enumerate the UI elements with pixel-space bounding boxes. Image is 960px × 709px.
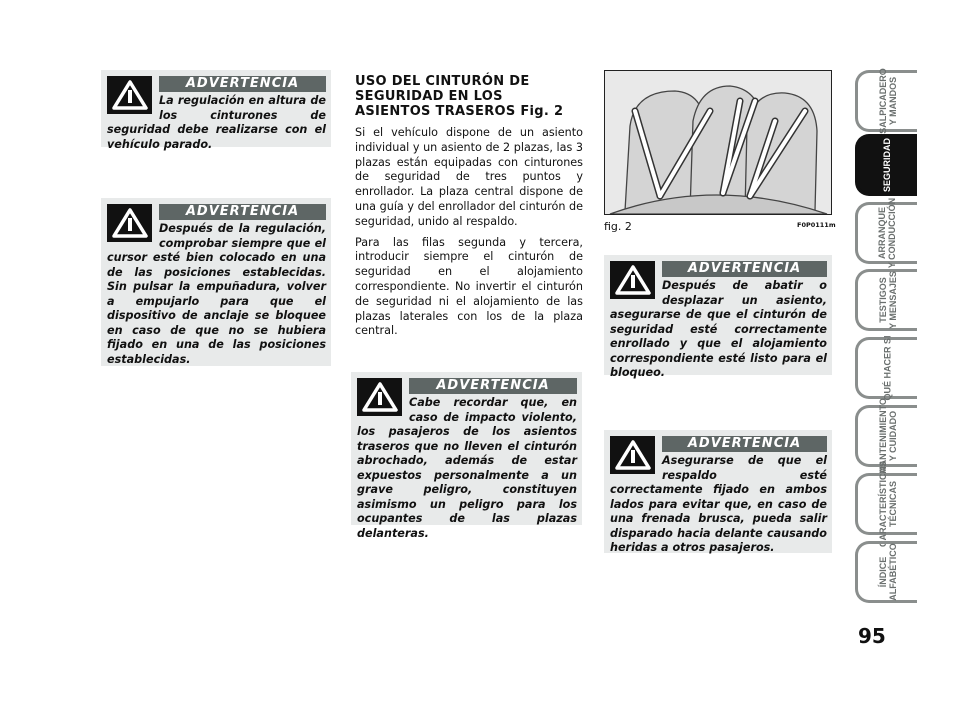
warning-text: Cabe recordar que, en caso de impacto violento, los pasajeros de los asientos traseros que no lleven el cinturón abrochado, además de estar expuestos personalmente a un grave peligro, constituyen asimismo un peligro para los ocupantes de las plazas delanteras. bbox=[357, 396, 577, 540]
figure-caption: fig. 2 bbox=[604, 220, 632, 233]
warning-box bbox=[604, 255, 832, 379]
figure-code: F0P0111m bbox=[797, 221, 836, 229]
warning-box bbox=[604, 430, 832, 553]
tab-label: MANTENIMIENTO Y CUIDADO bbox=[877, 398, 898, 474]
tab-indice[interactable] bbox=[855, 541, 917, 603]
warning-title: ADVERTENCIA bbox=[409, 378, 577, 394]
tab-que-hacer-si[interactable] bbox=[855, 337, 917, 399]
paragraph: Para las filas segunda y tercera, introducir siempre el cinturón de seguridad en el alojamiento correspondiente. No invertir el cinturón de seguridad ni el alojamiento de las plazas laterales con los de la plaza central. bbox=[355, 235, 583, 338]
warning-triangle-icon bbox=[610, 261, 655, 299]
section-heading: USO DEL CINTURÓN DE SEGURIDAD EN LOS ASIENTOS TRASEROS Fig. 2 bbox=[355, 74, 564, 119]
warning-box bbox=[101, 198, 331, 366]
tab-mantenimiento[interactable] bbox=[855, 398, 917, 474]
warning-triangle-icon bbox=[357, 378, 402, 416]
warning-triangle-icon bbox=[107, 76, 152, 114]
tab-testigos[interactable] bbox=[855, 269, 917, 331]
warning-title: ADVERTENCIA bbox=[662, 261, 827, 277]
section-text bbox=[355, 74, 583, 345]
warning-text: Después de abatir o desplazar un asiento, asegurarse de que el cinturón de seguridad esté correctamente enrollado y que el alojamiento correspondiente esté listo para el bloqueo. bbox=[610, 279, 827, 379]
warning-box bbox=[101, 70, 331, 151]
warning-text: Asegurarse de que el respaldo esté correctamente fijado en ambos lados para evitar que, en caso de una frenada brusca, pueda salir disparado hacia delante causando heridas a otros pasajeros. bbox=[610, 454, 827, 554]
tab-caracteristicas[interactable] bbox=[855, 460, 917, 548]
tab-label: ÍNDICE ALFABÉTICO bbox=[877, 543, 898, 601]
page-number: 95 bbox=[858, 624, 886, 648]
tab-label: ARRANQUE Y CONDUCCIÓN bbox=[877, 197, 898, 269]
warning-title: ADVERTENCIA bbox=[159, 204, 326, 220]
tab-salpicadero[interactable] bbox=[855, 70, 917, 132]
tab-label: TESTIGOS Y MENSAJES bbox=[877, 271, 898, 329]
warning-triangle-icon bbox=[107, 204, 152, 242]
warning-title: ADVERTENCIA bbox=[159, 76, 326, 92]
paragraph: Si el vehículo dispone de un asiento individual y un asiento de 2 plazas, las 3 plazas están equipadas con cinturones de seguridad de tres puntos y enrollador. La plaza central dispone de una guía y del enrollador del cinturón de seguridad, unido al respaldo. bbox=[355, 126, 583, 228]
warning-box bbox=[351, 372, 582, 540]
warning-title: ADVERTENCIA bbox=[662, 436, 827, 452]
warning-text: Después de la regulación, comprobar siempre que el cursor esté bien colocado en una de las posiciones establecidas. Sin pulsar la empuñadura, volver a empujarlo para que el dispositivo de anclaje se bloquee en caso de que no se hubiera fijado en una de las posiciones establecidas. bbox=[107, 222, 326, 366]
tab-label: CARACTERÍSTICAS TÉCNICAS bbox=[877, 460, 898, 548]
warning-triangle-icon bbox=[610, 436, 655, 474]
tab-arranque[interactable] bbox=[855, 197, 917, 269]
rear-seats-figure bbox=[604, 70, 832, 215]
tab-label: SEGURIDAD bbox=[882, 137, 893, 193]
tab-label: SALPICADERO Y MANDOS bbox=[877, 68, 898, 134]
warning-text: La regulación en altura de los cinturones de seguridad debe realizarse con el vehículo parado. bbox=[107, 94, 326, 151]
tab-label: QUÉ HACER SI bbox=[882, 335, 893, 401]
tab-seguridad[interactable] bbox=[855, 134, 917, 196]
